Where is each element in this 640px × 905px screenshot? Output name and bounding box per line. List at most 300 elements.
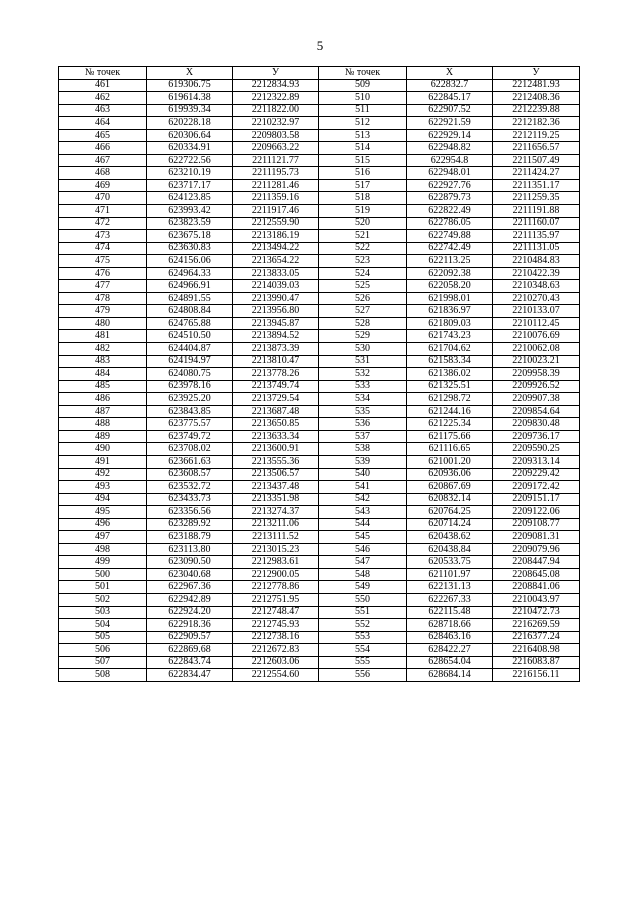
cell-x-right: 621743.23	[407, 330, 493, 343]
cell-x-right: 622131.13	[407, 581, 493, 594]
cell-x-right: 622948.01	[407, 167, 493, 180]
cell-point-number-left: 503	[59, 606, 147, 619]
cell-y-left: 2212983.61	[233, 556, 319, 569]
cell-y-right: 2209736.17	[493, 430, 580, 443]
cell-y-left: 2213654.22	[233, 255, 319, 268]
cell-y-left: 2213015.23	[233, 543, 319, 556]
cell-point-number-right: 537	[319, 430, 407, 443]
table-row	[59, 593, 580, 606]
cell-point-number-left: 475	[59, 255, 147, 268]
cell-x-left: 619939.34	[147, 104, 233, 117]
cell-point-number-left: 506	[59, 644, 147, 657]
cell-y-left: 2211359.16	[233, 192, 319, 205]
table-row	[59, 531, 580, 544]
cell-point-number-right: 550	[319, 593, 407, 606]
cell-x-right: 622749.88	[407, 230, 493, 243]
cell-y-left: 2212322.89	[233, 92, 319, 105]
cell-y-left: 2209663.22	[233, 142, 319, 155]
table-row	[59, 380, 580, 393]
cell-x-right: 622921.59	[407, 117, 493, 130]
cell-y-right: 2209313.14	[493, 455, 580, 468]
cell-x-left: 623433.73	[147, 493, 233, 506]
table-row	[59, 506, 580, 519]
cell-point-number-left: 467	[59, 154, 147, 167]
table-row	[59, 619, 580, 632]
cell-x-right: 622948.82	[407, 142, 493, 155]
cell-x-left: 624156.06	[147, 255, 233, 268]
cell-y-right: 2212239.88	[493, 104, 580, 117]
cell-point-number-right: 526	[319, 292, 407, 305]
cell-x-left: 624966.91	[147, 280, 233, 293]
cell-point-number-right: 524	[319, 267, 407, 280]
cell-y-right: 2209151.17	[493, 493, 580, 506]
cell-y-right: 2209830.48	[493, 418, 580, 431]
cell-x-left: 619614.38	[147, 92, 233, 105]
cell-x-right: 621583.34	[407, 355, 493, 368]
cell-x-left: 622722.56	[147, 154, 233, 167]
cell-point-number-right: 516	[319, 167, 407, 180]
cell-point-number-left: 504	[59, 619, 147, 632]
cell-y-right: 2210348.63	[493, 280, 580, 293]
table-row	[59, 255, 580, 268]
cell-y-right: 2208447.94	[493, 556, 580, 569]
cell-point-number-left: 502	[59, 593, 147, 606]
cell-point-number-right: 512	[319, 117, 407, 130]
cell-x-left: 620334.91	[147, 142, 233, 155]
table-row	[59, 267, 580, 280]
cell-y-left: 2213633.34	[233, 430, 319, 443]
cell-y-left: 2213111.52	[233, 531, 319, 544]
cell-point-number-left: 484	[59, 368, 147, 381]
table-row	[59, 455, 580, 468]
cell-x-left: 623823.59	[147, 217, 233, 230]
cell-point-number-left: 495	[59, 506, 147, 519]
cell-point-number-left: 472	[59, 217, 147, 230]
cell-point-number-left: 474	[59, 242, 147, 255]
cell-point-number-right: 532	[319, 368, 407, 381]
cell-x-right: 628654.04	[407, 656, 493, 669]
cell-x-left: 624510.50	[147, 330, 233, 343]
table-row	[59, 631, 580, 644]
cell-y-right: 2211424.27	[493, 167, 580, 180]
cell-y-right: 2212481.93	[493, 79, 580, 92]
cell-y-right: 2211160.07	[493, 217, 580, 230]
cell-y-left: 2213894.52	[233, 330, 319, 343]
cell-x-right: 622113.25	[407, 255, 493, 268]
cell-point-number-right: 538	[319, 443, 407, 456]
cell-x-right: 620764.25	[407, 506, 493, 519]
cell-x-left: 623675.18	[147, 230, 233, 243]
cell-x-left: 622967.36	[147, 581, 233, 594]
cell-x-left: 622909.57	[147, 631, 233, 644]
cell-point-number-left: 481	[59, 330, 147, 343]
cell-y-right: 2211131.05	[493, 242, 580, 255]
cell-y-right: 2210112.45	[493, 317, 580, 330]
cell-y-left: 2211917.46	[233, 205, 319, 218]
cell-point-number-right: 517	[319, 179, 407, 192]
cell-x-right: 621386.02	[407, 368, 493, 381]
cell-y-right: 2210076.69	[493, 330, 580, 343]
cell-y-right: 2209172.42	[493, 481, 580, 494]
cell-x-right: 620533.75	[407, 556, 493, 569]
cell-point-number-left: 465	[59, 129, 147, 142]
cell-point-number-right: 529	[319, 330, 407, 343]
cell-point-number-left: 494	[59, 493, 147, 506]
cell-y-left: 2213810.47	[233, 355, 319, 368]
cell-y-right: 2212182.36	[493, 117, 580, 130]
cell-y-left: 2213687.48	[233, 405, 319, 418]
cell-y-right: 2211656.57	[493, 142, 580, 155]
cell-y-right: 2211351.17	[493, 179, 580, 192]
table-row	[59, 192, 580, 205]
cell-y-left: 2213494.22	[233, 242, 319, 255]
cell-y-right: 2216408.98	[493, 644, 580, 657]
table-row	[59, 154, 580, 167]
cell-point-number-left: 466	[59, 142, 147, 155]
cell-point-number-left: 469	[59, 179, 147, 192]
cell-point-number-right: 514	[319, 142, 407, 155]
cell-point-number-right: 525	[319, 280, 407, 293]
cell-point-number-right: 535	[319, 405, 407, 418]
cell-x-left: 623608.57	[147, 468, 233, 481]
table-row	[59, 468, 580, 481]
cell-y-right: 2212408.36	[493, 92, 580, 105]
cell-x-left: 623708.02	[147, 443, 233, 456]
table-row	[59, 581, 580, 594]
cell-point-number-left: 476	[59, 267, 147, 280]
cell-point-number-right: 543	[319, 506, 407, 519]
table-row	[59, 568, 580, 581]
cell-point-number-right: 522	[319, 242, 407, 255]
cell-x-right: 622058.20	[407, 280, 493, 293]
cell-x-right: 621704.62	[407, 343, 493, 356]
cell-point-number-right: 509	[319, 79, 407, 92]
cell-point-number-left: 496	[59, 518, 147, 531]
cell-y-left: 2209803.58	[233, 129, 319, 142]
cell-x-right: 622742.49	[407, 242, 493, 255]
cell-x-left: 623090.50	[147, 556, 233, 569]
cell-point-number-left: 505	[59, 631, 147, 644]
cell-x-right: 621836.97	[407, 305, 493, 318]
cell-x-right: 620936.06	[407, 468, 493, 481]
cell-point-number-right: 555	[319, 656, 407, 669]
cell-x-right: 621244.16	[407, 405, 493, 418]
cell-x-left: 623113.80	[147, 543, 233, 556]
cell-y-left: 2212900.05	[233, 568, 319, 581]
cell-y-left: 2211281.46	[233, 179, 319, 192]
cell-x-right: 620714.24	[407, 518, 493, 531]
cell-point-number-left: 478	[59, 292, 147, 305]
cell-y-left: 2213351.98	[233, 493, 319, 506]
cell-x-left: 624808.84	[147, 305, 233, 318]
cell-x-left: 623993.42	[147, 205, 233, 218]
cell-x-right: 622954.8	[407, 154, 493, 167]
cell-x-left: 624080.75	[147, 368, 233, 381]
header-point-number-right: № точек	[319, 67, 407, 80]
cell-x-right: 622822.49	[407, 205, 493, 218]
cell-y-right: 2210062.08	[493, 343, 580, 356]
page-number: 5	[316, 38, 324, 53]
cell-point-number-right: 542	[319, 493, 407, 506]
cell-point-number-right: 544	[319, 518, 407, 531]
cell-x-left: 623978.16	[147, 380, 233, 393]
coordinates-table	[58, 66, 580, 682]
cell-x-left: 624123.85	[147, 192, 233, 205]
cell-y-right: 2209229.42	[493, 468, 580, 481]
cell-point-number-right: 528	[319, 317, 407, 330]
cell-point-number-right: 548	[319, 568, 407, 581]
table-row	[59, 644, 580, 657]
cell-y-right: 2210484.83	[493, 255, 580, 268]
cell-x-right: 621809.03	[407, 317, 493, 330]
table-row	[59, 305, 580, 318]
cell-point-number-right: 551	[319, 606, 407, 619]
cell-point-number-left: 499	[59, 556, 147, 569]
cell-x-left: 623775.57	[147, 418, 233, 431]
cell-y-left: 2213873.39	[233, 343, 319, 356]
table-row	[59, 79, 580, 92]
header-x-left: X	[147, 67, 233, 80]
cell-y-left: 2213749.74	[233, 380, 319, 393]
cell-y-right: 2209926.52	[493, 380, 580, 393]
cell-point-number-left: 480	[59, 317, 147, 330]
cell-point-number-right: 536	[319, 418, 407, 431]
cell-point-number-left: 482	[59, 343, 147, 356]
cell-point-number-right: 531	[319, 355, 407, 368]
cell-x-right: 622845.17	[407, 92, 493, 105]
cell-x-right: 622929.14	[407, 129, 493, 142]
cell-y-left: 2213211.06	[233, 518, 319, 531]
cell-y-right: 2209907.38	[493, 393, 580, 406]
cell-point-number-right: 523	[319, 255, 407, 268]
cell-x-right: 628422.27	[407, 644, 493, 657]
cell-y-left: 2212559.90	[233, 217, 319, 230]
cell-x-right: 621175.66	[407, 430, 493, 443]
table-row	[59, 92, 580, 105]
cell-point-number-right: 520	[319, 217, 407, 230]
table-row	[59, 669, 580, 682]
table-row	[59, 117, 580, 130]
cell-point-number-left: 500	[59, 568, 147, 581]
cell-x-right: 620867.69	[407, 481, 493, 494]
cell-y-right: 2209590.25	[493, 443, 580, 456]
cell-point-number-left: 462	[59, 92, 147, 105]
cell-x-right: 628684.14	[407, 669, 493, 682]
cell-x-left: 623749.72	[147, 430, 233, 443]
cell-x-right: 621225.34	[407, 418, 493, 431]
cell-y-left: 2213186.19	[233, 230, 319, 243]
cell-y-right: 2208841.06	[493, 581, 580, 594]
cell-y-left: 2212603.06	[233, 656, 319, 669]
cell-point-number-left: 493	[59, 481, 147, 494]
cell-x-right: 622832.7	[407, 79, 493, 92]
table-row	[59, 217, 580, 230]
cell-point-number-left: 477	[59, 280, 147, 293]
table-row	[59, 280, 580, 293]
cell-x-right: 621101.97	[407, 568, 493, 581]
cell-point-number-right: 554	[319, 644, 407, 657]
cell-point-number-right: 515	[319, 154, 407, 167]
cell-x-left: 619306.75	[147, 79, 233, 92]
cell-point-number-left: 479	[59, 305, 147, 318]
cell-x-left: 623289.92	[147, 518, 233, 531]
cell-x-right: 621001.20	[407, 455, 493, 468]
table-row	[59, 368, 580, 381]
cell-point-number-right: 546	[319, 543, 407, 556]
table-row	[59, 355, 580, 368]
cell-y-right: 2208645.08	[493, 568, 580, 581]
cell-x-right: 620438.62	[407, 531, 493, 544]
cell-x-right: 621325.51	[407, 380, 493, 393]
cell-y-left: 2211195.73	[233, 167, 319, 180]
cell-y-left: 2212738.16	[233, 631, 319, 644]
table-row	[59, 405, 580, 418]
cell-x-left: 623040.68	[147, 568, 233, 581]
header-y-right: У	[493, 67, 580, 80]
cell-x-right: 622092.38	[407, 267, 493, 280]
cell-x-right: 622115.48	[407, 606, 493, 619]
cell-y-left: 2211822.00	[233, 104, 319, 117]
cell-point-number-left: 491	[59, 455, 147, 468]
cell-y-left: 2213729.54	[233, 393, 319, 406]
cell-point-number-right: 530	[319, 343, 407, 356]
cell-point-number-left: 508	[59, 669, 147, 682]
cell-y-right: 2211507.49	[493, 154, 580, 167]
table-row	[59, 230, 580, 243]
cell-y-right: 2209958.39	[493, 368, 580, 381]
cell-y-left: 2213956.80	[233, 305, 319, 318]
cell-y-left: 2213945.87	[233, 317, 319, 330]
cell-point-number-right: 553	[319, 631, 407, 644]
cell-point-number-left: 489	[59, 430, 147, 443]
cell-y-left: 2213833.05	[233, 267, 319, 280]
cell-x-left: 623188.79	[147, 531, 233, 544]
cell-point-number-left: 483	[59, 355, 147, 368]
cell-y-right: 2210023.21	[493, 355, 580, 368]
cell-x-right: 628718.66	[407, 619, 493, 632]
cell-x-right: 620832.14	[407, 493, 493, 506]
cell-point-number-left: 488	[59, 418, 147, 431]
cell-x-left: 622918.36	[147, 619, 233, 632]
cell-point-number-right: 510	[319, 92, 407, 105]
cell-y-right: 2209854.64	[493, 405, 580, 418]
cell-y-right: 2216377.24	[493, 631, 580, 644]
cell-point-number-right: 556	[319, 669, 407, 682]
cell-x-right: 620438.84	[407, 543, 493, 556]
cell-y-left: 2212745.93	[233, 619, 319, 632]
cell-y-right: 2209108.77	[493, 518, 580, 531]
cell-x-left: 622834.47	[147, 669, 233, 682]
cell-x-left: 622942.89	[147, 593, 233, 606]
cell-y-right: 2210270.43	[493, 292, 580, 305]
cell-x-left: 622924.20	[147, 606, 233, 619]
cell-x-right: 621998.01	[407, 292, 493, 305]
cell-y-left: 2213650.85	[233, 418, 319, 431]
cell-point-number-left: 468	[59, 167, 147, 180]
cell-x-left: 624765.88	[147, 317, 233, 330]
cell-x-left: 624404.87	[147, 343, 233, 356]
table-row	[59, 606, 580, 619]
header-point-number-left: № точек	[59, 67, 147, 80]
cell-y-left: 2214039.03	[233, 280, 319, 293]
cell-y-left: 2213600.91	[233, 443, 319, 456]
cell-y-left: 2212672.83	[233, 644, 319, 657]
cell-x-left: 624194.97	[147, 355, 233, 368]
cell-y-right: 2212119.25	[493, 129, 580, 142]
cell-x-right: 621298.72	[407, 393, 493, 406]
cell-point-number-right: 519	[319, 205, 407, 218]
cell-y-left: 2213990.47	[233, 292, 319, 305]
cell-y-left: 2212554.60	[233, 669, 319, 682]
table-row	[59, 242, 580, 255]
cell-point-number-left: 461	[59, 79, 147, 92]
cell-x-left: 620306.64	[147, 129, 233, 142]
cell-y-left: 2212778.86	[233, 581, 319, 594]
cell-point-number-right: 518	[319, 192, 407, 205]
header-x-right: X	[407, 67, 493, 80]
cell-point-number-left: 498	[59, 543, 147, 556]
cell-x-right: 628463.16	[407, 631, 493, 644]
table-row	[59, 104, 580, 117]
cell-y-right: 2210422.39	[493, 267, 580, 280]
cell-point-number-left: 463	[59, 104, 147, 117]
table-row	[59, 543, 580, 556]
cell-y-right: 2216083.87	[493, 656, 580, 669]
table-row	[59, 656, 580, 669]
cell-point-number-left: 492	[59, 468, 147, 481]
cell-x-right: 622786.05	[407, 217, 493, 230]
cell-y-left: 2212751.95	[233, 593, 319, 606]
table-row	[59, 430, 580, 443]
cell-y-right: 2211259.35	[493, 192, 580, 205]
cell-x-left: 623843.85	[147, 405, 233, 418]
table-row	[59, 205, 580, 218]
cell-point-number-right: 533	[319, 380, 407, 393]
cell-x-left: 624891.55	[147, 292, 233, 305]
cell-point-number-left: 473	[59, 230, 147, 243]
table-row	[59, 493, 580, 506]
cell-y-right: 2216269.59	[493, 619, 580, 632]
cell-y-right: 2209122.06	[493, 506, 580, 519]
table-row	[59, 142, 580, 155]
cell-point-number-left: 485	[59, 380, 147, 393]
cell-y-left: 2213274.37	[233, 506, 319, 519]
table-row	[59, 556, 580, 569]
cell-point-number-left: 497	[59, 531, 147, 544]
cell-x-left: 622869.68	[147, 644, 233, 657]
cell-point-number-left: 470	[59, 192, 147, 205]
cell-y-left: 2213555.36	[233, 455, 319, 468]
cell-y-left: 2210232.97	[233, 117, 319, 130]
table-row	[59, 393, 580, 406]
cell-y-right: 2210472.73	[493, 606, 580, 619]
cell-y-left: 2213437.48	[233, 481, 319, 494]
cell-point-number-right: 540	[319, 468, 407, 481]
table-row	[59, 167, 580, 180]
cell-x-right: 622907.52	[407, 104, 493, 117]
cell-point-number-right: 534	[319, 393, 407, 406]
cell-point-number-right: 547	[319, 556, 407, 569]
cell-point-number-right: 511	[319, 104, 407, 117]
cell-x-left: 623532.72	[147, 481, 233, 494]
cell-y-left: 2212834.93	[233, 79, 319, 92]
cell-point-number-right: 539	[319, 455, 407, 468]
cell-point-number-right: 552	[319, 619, 407, 632]
table-row	[59, 481, 580, 494]
table-row	[59, 518, 580, 531]
cell-y-right: 2210043.97	[493, 593, 580, 606]
cell-x-left: 620228.18	[147, 117, 233, 130]
